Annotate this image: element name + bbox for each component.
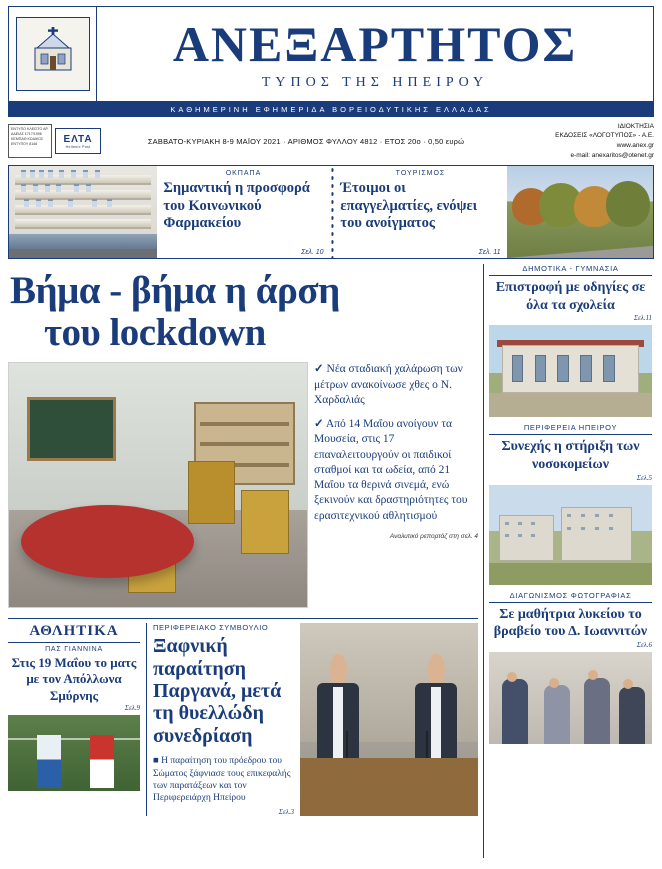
elta-label: ΕΛΤΑ (63, 133, 93, 145)
schools-kicker: ΔΗΜΟΤΙΚΑ - ΓΥΜΝΑΣΙΑ (522, 264, 619, 273)
bullet-icon: ■ (153, 756, 159, 767)
regional-teaser[interactable] (146, 623, 294, 815)
check-icon: ✓ (314, 418, 324, 431)
publisher-info (484, 121, 654, 161)
church-emblem-icon (16, 17, 90, 91)
newspaper-front-page (0, 6, 662, 869)
schools-headline: Επιστροφή με οδηγίες σε όλα τα σχολεία (495, 280, 646, 313)
schools-page: Σελ.11 (633, 314, 652, 323)
regional-bullet (153, 755, 294, 804)
masthead-logo (9, 7, 97, 101)
right-teaser-schools[interactable] (489, 264, 652, 417)
contest-kicker: ΔΙΑΓΩΝΙΣΜΟΣ ΦΩΤΟΓΡΑΦΙΑΣ (509, 590, 632, 600)
publisher-email[interactable]: e-mail: anexaritos@otenet.gr (570, 151, 654, 159)
council-session-photo (300, 623, 478, 815)
lead-headline (10, 270, 478, 354)
postal-info (8, 121, 128, 161)
main-content (8, 264, 654, 858)
hospital-buildings-photo (489, 485, 652, 585)
publisher-website[interactable]: www.anex.gr (616, 142, 654, 149)
right-teaser-hospitals[interactable] (489, 423, 652, 584)
lead-bullet-2-text: Από 14 Μαΐου ανοίγουν τα Μουσεία, στις 17 επαναλειτουργούν οι παιδικοί σταθμοί και τα ωδεία, από 21 Μαΐου τα θερινά σινεμά, ενώ ξεκινούν και δραστηριότητες του ερασιτεχνικού αθλητισμού (314, 418, 468, 522)
right-teaser-photo-contest[interactable] (489, 591, 652, 744)
sports-page: Σελ.9 (124, 703, 140, 712)
school-building-photo (489, 325, 652, 417)
teaser-right-page: Σελ. 11 (478, 249, 501, 256)
check-icon: ✓ (314, 363, 324, 376)
divider (489, 434, 652, 435)
left-column (8, 264, 478, 858)
top-teaser-box (8, 165, 654, 259)
contest-page: Σελ.6 (636, 640, 652, 649)
sports-teaser[interactable] (8, 623, 140, 815)
sports-section-title: ΑΘΛΗΤΙΚΑ (29, 623, 119, 640)
teaser-left[interactable] (157, 166, 329, 258)
permit-box: ΕΝΤΥΠΟ ΚΛΕΙΣΤΟ ΑΡ. ΑΔΕΙΑΣ 1717/1996 ΚΕΜΠΑΘ ΚΩΔΙΚΟΣ ΕΝΤΥΠΟΥ 8148 (8, 124, 52, 158)
paper-title: ΑΝΕΞΑΡΤΗΤΟΣ (172, 16, 578, 72)
hospitals-headline: Συνεχής η στήριξη των νοσοκομείων (501, 439, 640, 472)
teaser-right-kicker: ΤΟΥΡΙΣΜΟΣ (395, 170, 446, 177)
hospitals-kicker: ΠΕΡΙΦΕΡΕΙΑ ΗΠΕΙΡΟΥ (523, 423, 618, 433)
kindergarten-classroom-photo (8, 362, 308, 608)
teaser-left-kicker: ΟΚΠΑΠΑ (225, 170, 262, 177)
masthead (8, 6, 654, 117)
regional-kicker: ΠΕΡΙΦΕΡΕΙΑΚΟ ΣΥΜΒΟΥΛΙΟ (153, 623, 269, 633)
divider (489, 275, 652, 276)
lead-bullet-2 (314, 417, 478, 524)
church-emblem-svg (33, 26, 73, 72)
lower-section (8, 618, 478, 815)
paper-subtitle: ΤΥΠΟΣ ΤΗΣ ΗΠΕΙΡΟΥ (261, 75, 489, 90)
teaser-left-headline: Σημαντική η προσφορά του Κοινωνικού Φαρμακείου (163, 180, 310, 232)
divider (489, 602, 652, 603)
lead-bullet-1-text: Νέα σταδιακή χαλάρωση των μέτρων ανακοίνωσε χθες ο Ν. Χαρδαλιάς (314, 363, 463, 406)
elta-sublabel: Hellenic Post (65, 144, 91, 149)
hospitals-page: Σελ.5 (636, 473, 652, 482)
regional-bullet-text: Η παραίτηση του πρόεδρου του Σώματος ξάφνιασε τους επικεφαλής των παρατάξεων και τον Περιφερειάρχη Ηπείρου (153, 756, 291, 804)
publisher-line-1: ΙΔΙΟΚΤΗΣΙΑ (617, 122, 654, 130)
teaser-left-page: Σελ. 10 (301, 249, 324, 256)
teaser-right[interactable] (334, 166, 506, 258)
lead-headline-line1: Βήμα - βήμα η άρση (10, 269, 340, 312)
divider (8, 642, 140, 643)
sports-kicker: ΠΑΣ ΓΙΑΝΝΙΝΑ (45, 646, 103, 654)
lead-bullets (314, 362, 478, 608)
issue-date-line: ΣΑΒΒΑΤΟ-ΚΥΡΙΑΚΗ 8-9 ΜΑΪΟΥ 2021 · ΑΡΙΘΜΟΣ ΦΥΛΛΟΥ 4812 · ΕΤΟΣ 20ο · 0,50 ευρώ (147, 136, 465, 146)
lead-bullet-1 (314, 362, 478, 408)
award-ceremony-photo (489, 652, 652, 744)
regional-headline: Ξαφνική παραίτηση Παργανά, μετά τη θυελλώδη συνεδρίαση (153, 635, 282, 747)
pharmacy-shelves-photo (9, 166, 157, 258)
teaser-right-headline: Έτοιμοι οι επαγγελματίες, ενόψει του ανοίγματος (340, 180, 478, 232)
masthead-band: ΚΑΘΗΜΕΡΙΝΗ ΕΦΗΜΕΡΙΔΑ ΒΟΡΕΙΟΔΥΤΙΚΗΣ ΕΛΛΑΔΑΣ (8, 102, 654, 117)
elta-logo-icon (55, 128, 101, 154)
publisher-line-2: ΕΚΔΟΣΕΙΣ «ΛΟΓΟΤΥΠΟΣ» - Α.Ε. (555, 132, 654, 140)
lead-credit: Αναλυτικό ρεπορτάζ στη σελ. 4 (389, 533, 478, 541)
regional-page: Σελ.3 (278, 807, 294, 816)
lead-headline-line2: του lockdown (44, 311, 266, 355)
right-column (483, 264, 652, 858)
info-strip (8, 121, 654, 161)
sports-headline: Στις 19 Μαΐου το ματς με τον Απόλλωνα Σμύρνης (11, 655, 137, 703)
autumn-landscape-photo (507, 166, 653, 258)
contest-headline: Σε μαθήτρια λυκείου το βραβείο του Δ. Ιωαννιτών (493, 606, 648, 640)
football-players-photo (8, 715, 140, 791)
